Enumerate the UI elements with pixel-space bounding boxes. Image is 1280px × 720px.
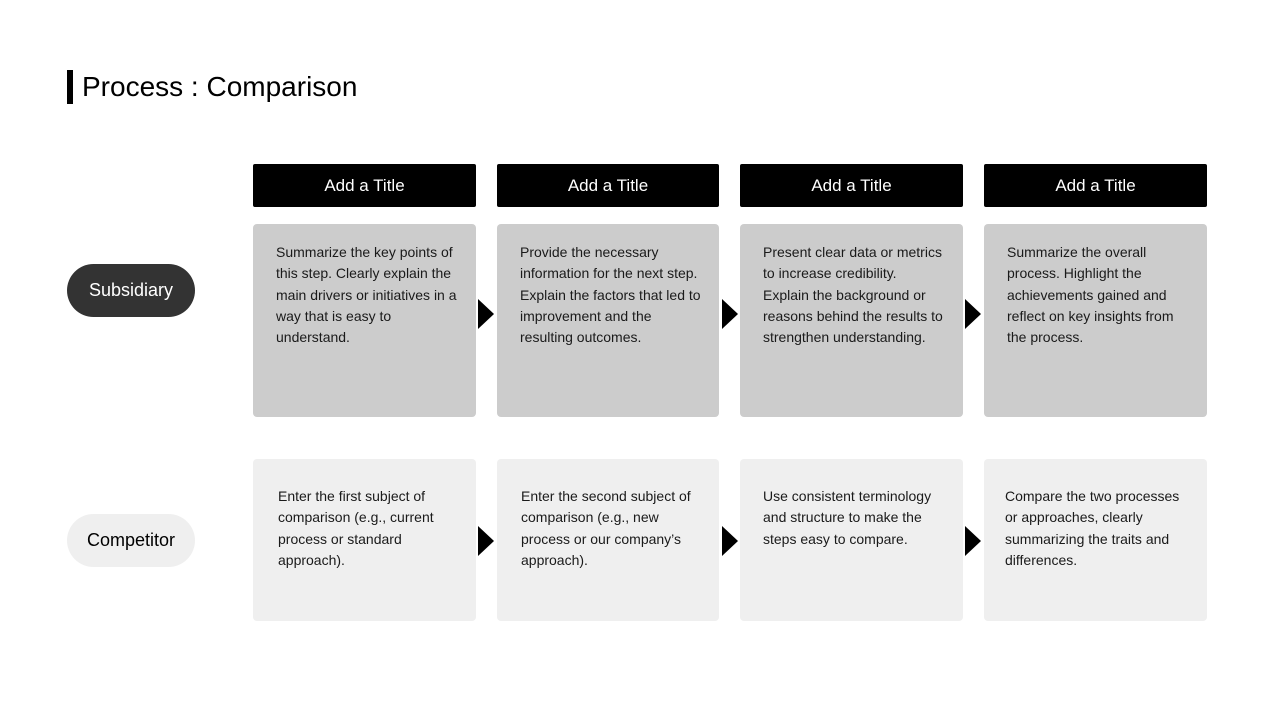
column-header-4: Add a Title (984, 164, 1207, 207)
column-header-1: Add a Title (253, 164, 476, 207)
arrow-right-icon (722, 299, 738, 329)
subsidiary-step-1-card: Summarize the key points of this step. Clearly explain the main drivers or initiatives in a way that is easy to understand. (253, 224, 476, 417)
arrow-right-icon (478, 299, 494, 329)
title-accent-bar (67, 70, 73, 104)
page-title: Process : Comparison (82, 71, 358, 102)
arrow-right-icon (965, 299, 981, 329)
row-label-subsidiary: Subsidiary (67, 264, 195, 317)
competitor-step-4-card: Compare the two processes or approaches, clearly summarizing the traits and differences. (984, 459, 1207, 621)
subsidiary-step-4-card: Summarize the overall process. Highlight the achievements gained and reflect on key insights from the process. (984, 224, 1207, 417)
competitor-step-3-card: Use consistent terminology and structure to make the steps easy to compare. (740, 459, 963, 621)
competitor-step-2-card: Enter the second subject of comparison (e.g., new process or our company’s approach). (497, 459, 719, 621)
subsidiary-step-2-card: Provide the necessary information for the next step. Explain the factors that led to improvement and the resulting outcomes. (497, 224, 719, 417)
column-header-3: Add a Title (740, 164, 963, 207)
column-header-2: Add a Title (497, 164, 719, 207)
arrow-right-icon (722, 526, 738, 556)
row-label-competitor: Competitor (67, 514, 195, 567)
arrow-right-icon (965, 526, 981, 556)
subsidiary-step-3-card: Present clear data or metrics to increase credibility. Explain the background or reasons behind the results to strengthen understanding. (740, 224, 963, 417)
competitor-step-1-card: Enter the first subject of comparison (e.g., current process or standard approach). (253, 459, 476, 621)
arrow-right-icon (478, 526, 494, 556)
